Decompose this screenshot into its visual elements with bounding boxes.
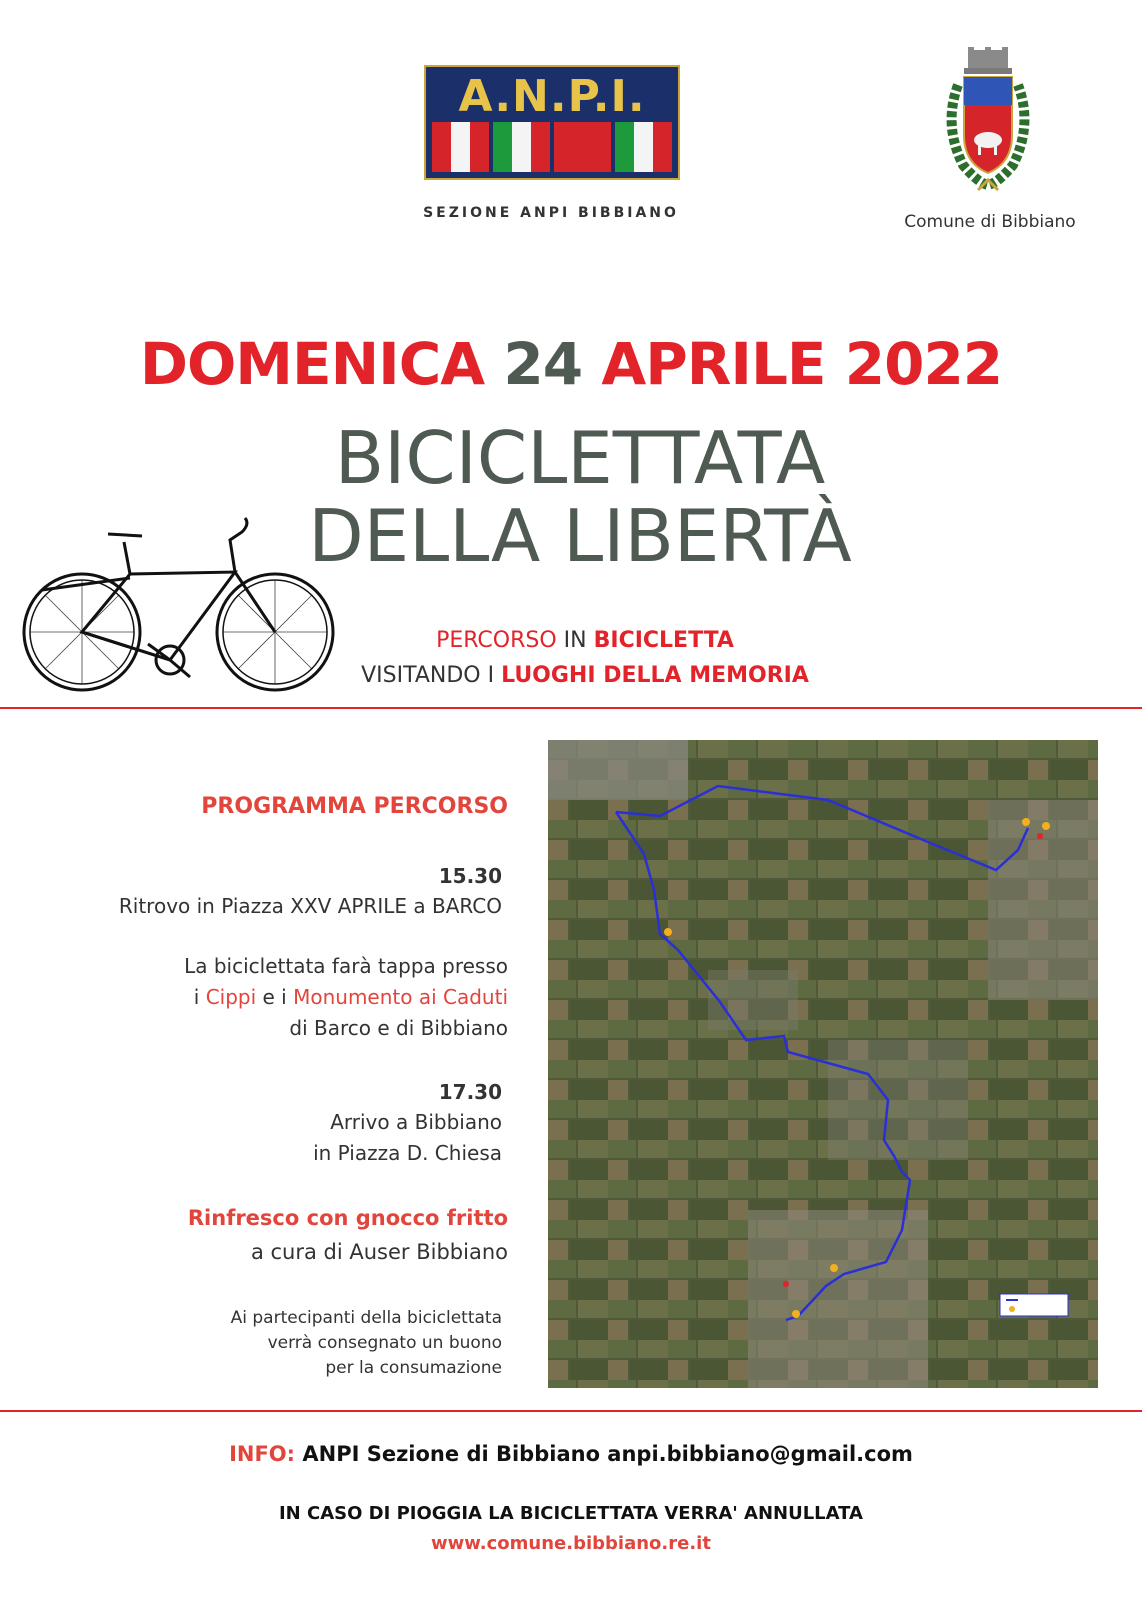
event-title-line2: DELLA LIBERTÀ: [308, 494, 852, 578]
note-line1: Ai partecipanti della biciclettata: [230, 1308, 502, 1328]
subtitle-bicycle: BICICLETTA: [593, 628, 734, 653]
anpi-logo: [424, 65, 680, 180]
program-arrival-line2: in Piazza D. Chiesa: [313, 1141, 502, 1165]
info-contact: ANPI Sezione di Bibbiano anpi.bibbiano@gmail.com: [302, 1442, 913, 1466]
program-stops-line1: La biciclettata farà tappa presso: [184, 954, 508, 978]
route-map: [548, 740, 1098, 1388]
program-arrival-line1: Arrivo a Bibbiano: [330, 1110, 502, 1134]
note-line2: verrà consegnato un buono: [267, 1333, 502, 1353]
date-number: 24: [503, 330, 583, 398]
website-link[interactable]: www.comune.bibbiano.re.it: [431, 1533, 711, 1554]
program-meeting-point: Ritrovo in Piazza XXV APRILE a BARCO: [118, 894, 502, 918]
cippi-label: Cippi: [205, 985, 257, 1009]
note-line3: per la consumazione: [325, 1358, 502, 1378]
refreshment-title: Rinfresco con gnocco fritto: [187, 1206, 508, 1230]
comune-crest-icon: [928, 45, 1048, 200]
date-month-year: APRILE 2022: [601, 330, 1003, 398]
anpi-caption: SEZIONE ANPI BIBBIANO: [423, 205, 679, 221]
subtitle-memory-places: LUOGHI DELLA MEMORIA: [501, 663, 809, 688]
program-time-arrival: 17.30: [438, 1080, 502, 1104]
subtitle-route: PERCORSO: [436, 628, 557, 653]
date-heading: [0, 330, 1142, 398]
rain-notice: IN CASO DI PIOGGIA LA BICICLETTATA VERRA' ANNULLATA: [278, 1503, 863, 1524]
divider-top: [0, 707, 1142, 709]
program-stops-line2: i Cippi e i Monumento ai Caduti: [193, 985, 508, 1009]
program-time-start: 15.30: [438, 864, 502, 888]
refreshment-organizer: a cura di Auser Bibbiano: [250, 1240, 508, 1264]
date-day: DOMENICA: [139, 330, 485, 398]
info-line: [0, 1442, 1142, 1466]
comune-caption: Comune di Bibbiano: [904, 212, 1076, 232]
info-label: INFO:: [229, 1442, 296, 1466]
monument-label: Monumento ai Caduti: [293, 985, 508, 1009]
subtitle-line1: [330, 628, 840, 653]
bicycle-icon: [20, 512, 335, 707]
subtitle-line2: [330, 663, 840, 688]
program-stops-line3: di Barco e di Bibbiano: [289, 1016, 508, 1040]
event-title-line1: BICICLETTATA: [334, 416, 826, 500]
anpi-logo-text: A.N.P.I.: [458, 71, 646, 122]
subtitle-visiting: VISITANDO I: [361, 663, 502, 688]
divider-bottom: [0, 1410, 1142, 1412]
program-title: PROGRAMMA PERCORSO: [201, 794, 508, 819]
subtitle-in: IN: [556, 628, 594, 653]
anpi-logo-flags: [432, 122, 672, 172]
